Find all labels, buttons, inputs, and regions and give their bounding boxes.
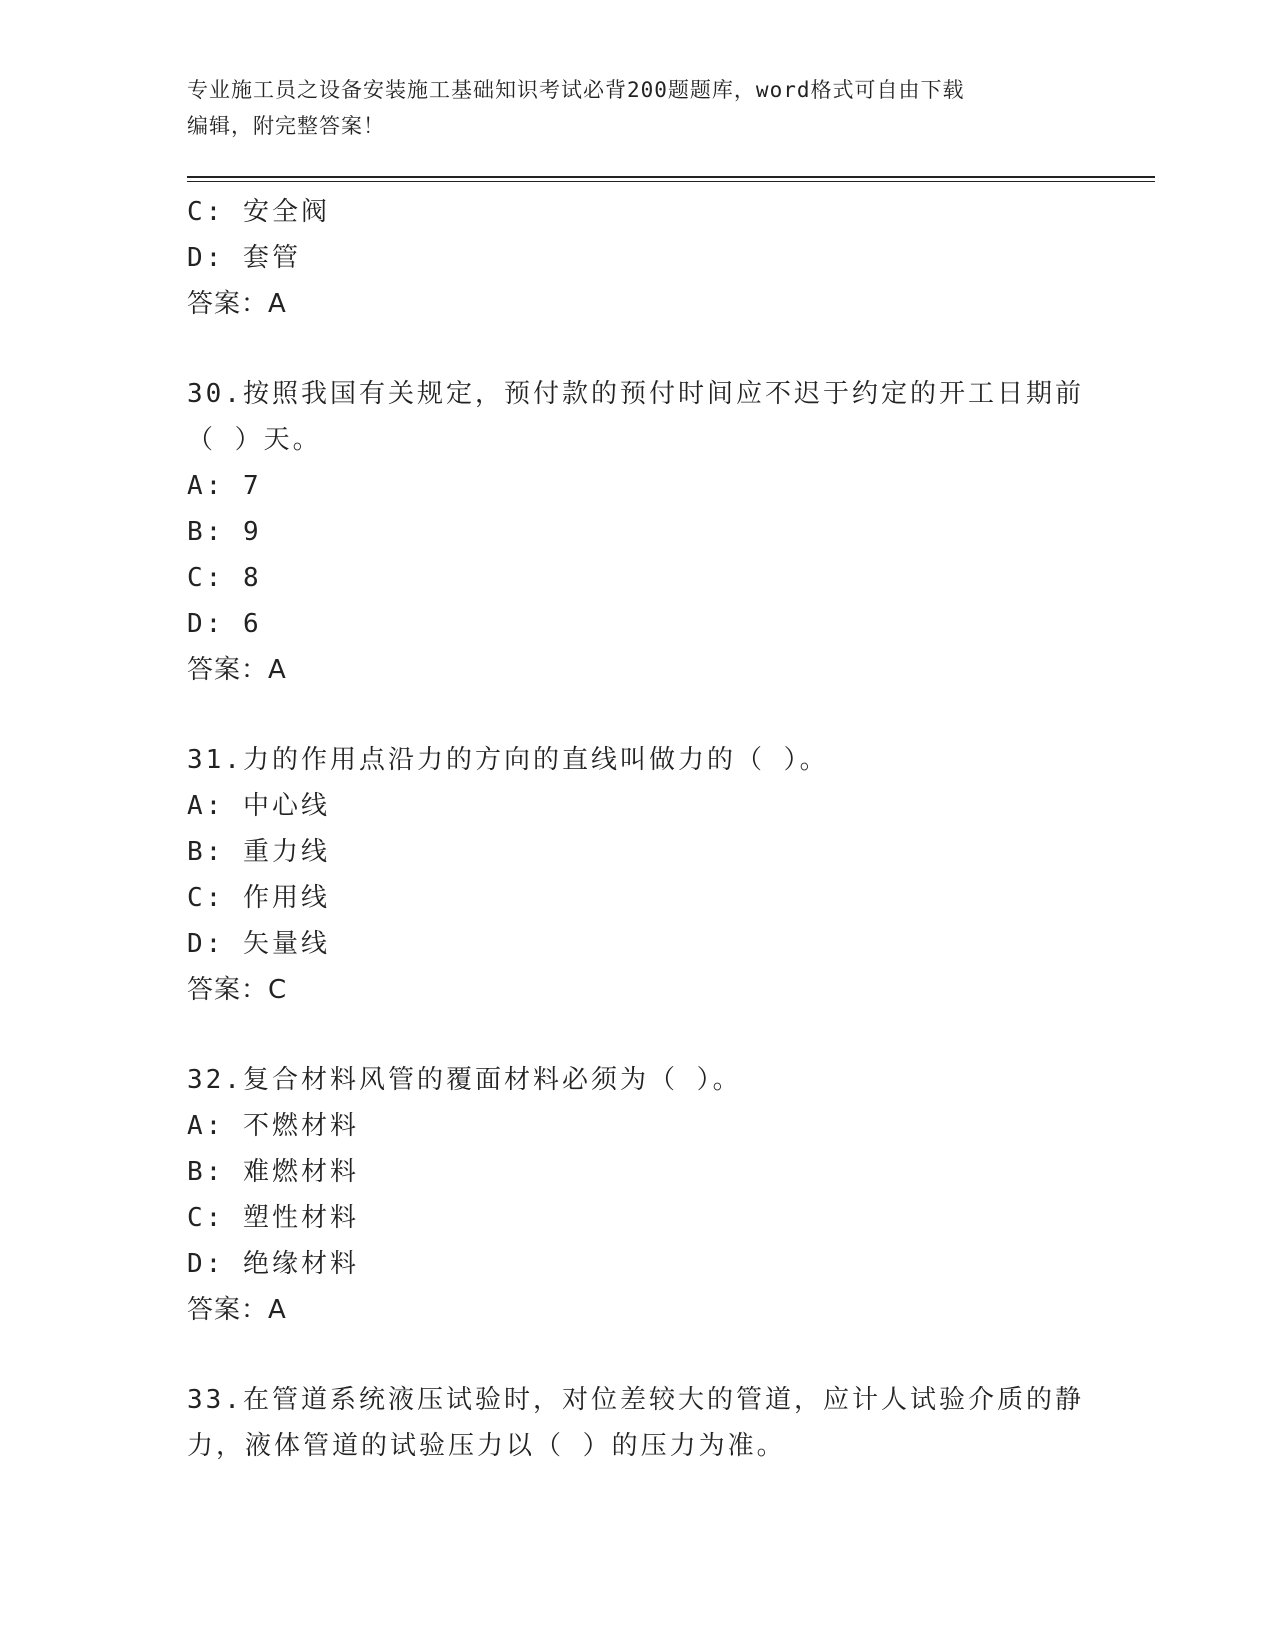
option-d: D: 6 (187, 609, 262, 639)
header-line-1: 专业施工员之设备安装施工基础知识考试必背200题题库，word格式可自由下载 (187, 78, 965, 102)
document-header (187, 72, 1087, 144)
question-stem-line: 30.按照我国有关规定，预付款的预付时间应不迟于约定的开工日期前 (187, 379, 1084, 409)
option-b: B: 9 (187, 517, 262, 547)
option-a: A: 中心线 (187, 791, 330, 821)
option-b: B: 重力线 (187, 837, 330, 867)
option-a: A: 7 (187, 471, 262, 501)
option-c: C: 8 (187, 563, 262, 593)
header-divider-thin (187, 181, 1155, 182)
question-content (187, 189, 1087, 1469)
header-line-2: 编辑，附完整答案！ (187, 114, 385, 138)
option-c: C: 作用线 (187, 883, 330, 913)
option-d: D: 绝缘材料 (187, 1249, 359, 1279)
option-d: D: 套管 (187, 243, 301, 273)
answer-line: 答案：A (187, 655, 287, 685)
question-32 (187, 1057, 1087, 1333)
question-stem-line: 33.在管道系统液压试验时，对位差较大的管道，应计人试验介质的静 (187, 1385, 1084, 1415)
answer-line: 答案：C (187, 975, 288, 1005)
question-30 (187, 371, 1087, 693)
question-33 (187, 1377, 1087, 1469)
question-stem-line: 力，液体管道的试验压力以（ ）的压力为准。 (187, 1431, 786, 1461)
option-a: A: 不燃材料 (187, 1111, 359, 1141)
option-c: C: 安全阀 (187, 197, 330, 227)
option-d: D: 矢量线 (187, 929, 330, 959)
previous-question-tail (187, 189, 1087, 327)
question-31 (187, 737, 1087, 1013)
option-b: B: 难燃材料 (187, 1157, 359, 1187)
answer-line: 答案：A (187, 289, 287, 319)
header-divider-thick (187, 176, 1155, 178)
question-stem-line: （ ）天。 (187, 425, 322, 455)
answer-line: 答案：A (187, 1295, 287, 1325)
question-stem-line: 32.复合材料风管的覆面材料必须为（ ）。 (187, 1065, 742, 1095)
option-c: C: 塑性材料 (187, 1203, 359, 1233)
question-stem-line: 31.力的作用点沿力的方向的直线叫做力的（ ）。 (187, 745, 829, 775)
